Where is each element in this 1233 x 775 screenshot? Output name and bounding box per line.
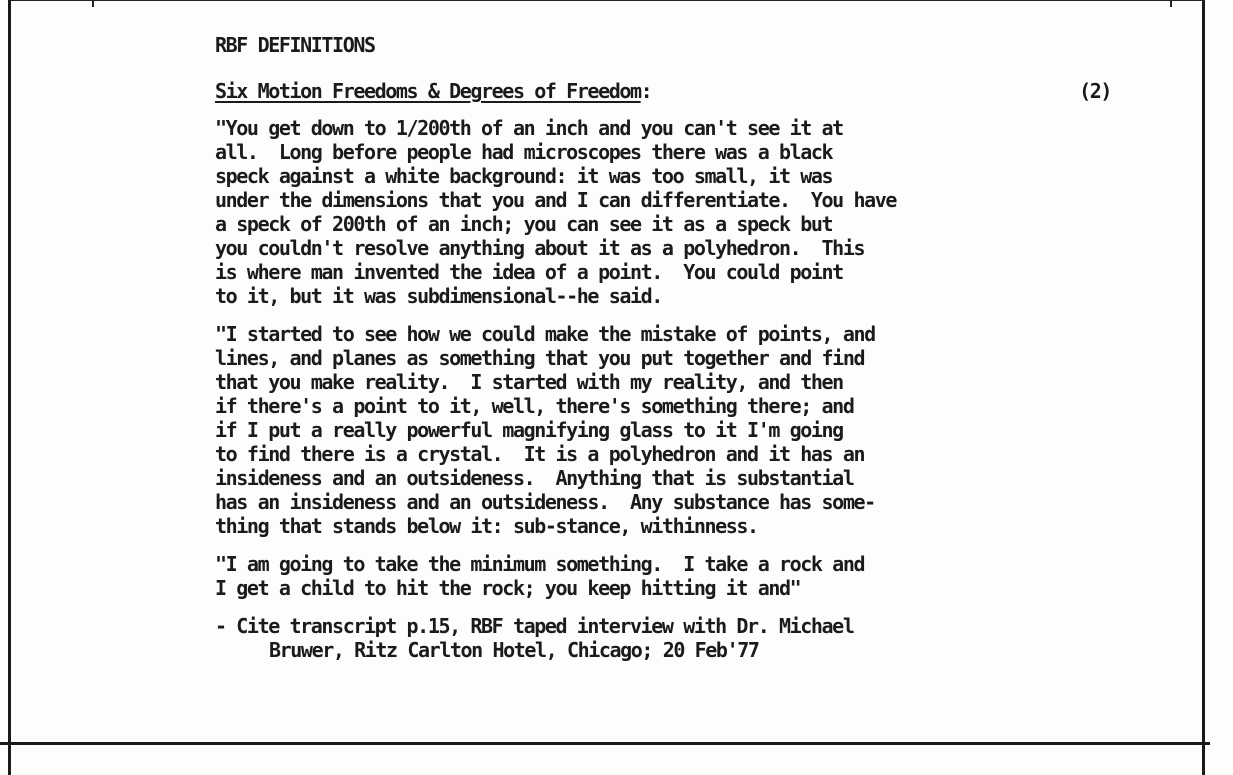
paragraph-line: has an insideness and an outsideness. Any substance has some- <box>215 490 875 514</box>
paragraph-line: all. Long before people had microscopes there was a black <box>215 140 833 164</box>
paragraph-line: to find there is a crystal. It is a polyhedron and it has an <box>215 442 865 466</box>
citation-line: - Cite transcript p.15, RBF taped interview with Dr. Michael <box>215 614 854 638</box>
paragraph-line: insideness and an outsideness. Anything that is substantial <box>215 466 854 490</box>
paragraph-line: if there's a point to it, well, there's something there; and <box>215 394 854 418</box>
paragraph-line: a speck of 200th of an inch; you can see it as a speck but <box>215 212 833 236</box>
paragraph-line: lines, and planes as something that you put together and find <box>215 346 865 370</box>
citation-line: Bruwer, Ritz Carlton Hotel, Chicago; 20 Feb'77 <box>269 638 759 662</box>
card-right-border <box>1202 0 1205 775</box>
paragraph-line: you couldn't resolve anything about it as a polyhedron. This <box>215 236 865 260</box>
quote-paragraph-1 <box>215 116 1125 308</box>
quote-paragraph-2 <box>215 322 1125 538</box>
paragraph-line: "I am going to take the minimum something. I take a rock and <box>215 552 865 576</box>
next-card-top-edge <box>0 742 1210 745</box>
subheading-colon: : <box>640 79 652 103</box>
top-edge-tick <box>1170 0 1172 7</box>
card-left-border <box>8 0 11 775</box>
card-top-edge <box>10 0 1205 1</box>
paragraph-line: "I started to see how we could make the mistake of points, and <box>215 322 875 346</box>
quote-paragraph-3 <box>215 552 1125 600</box>
paragraph-line: that you make reality. I started with my reality, and then <box>215 370 843 394</box>
paragraph-line: if I put a really powerful magnifying glass to it I'm going <box>215 418 843 442</box>
paragraph-line: speck against a white background: it was too small, it was <box>215 164 833 188</box>
paragraph-line: I get a child to hit the rock; you keep hitting it and" <box>215 576 801 600</box>
paragraph-line: is where man invented the idea of a point. You could point <box>215 260 843 284</box>
subheading-row <box>215 76 1125 106</box>
paragraph-line: under the dimensions that you and I can differentiate. You have <box>215 188 897 212</box>
citation <box>215 614 1125 662</box>
document-heading: RBF DEFINITIONS <box>215 33 375 57</box>
typed-text-block <box>215 30 1125 662</box>
page-number: (2) <box>1079 79 1111 103</box>
top-edge-tick <box>92 0 94 7</box>
paragraph-line: "You get down to 1/200th of an inch and you can't see it at <box>215 116 843 140</box>
paragraph-line: thing that stands below it: sub-stance, withinness. <box>215 514 758 538</box>
paragraph-line: to it, but it was subdimensional--he said. <box>215 284 662 308</box>
document-subheading: Six Motion Freedoms & Degrees of Freedom <box>215 79 641 103</box>
